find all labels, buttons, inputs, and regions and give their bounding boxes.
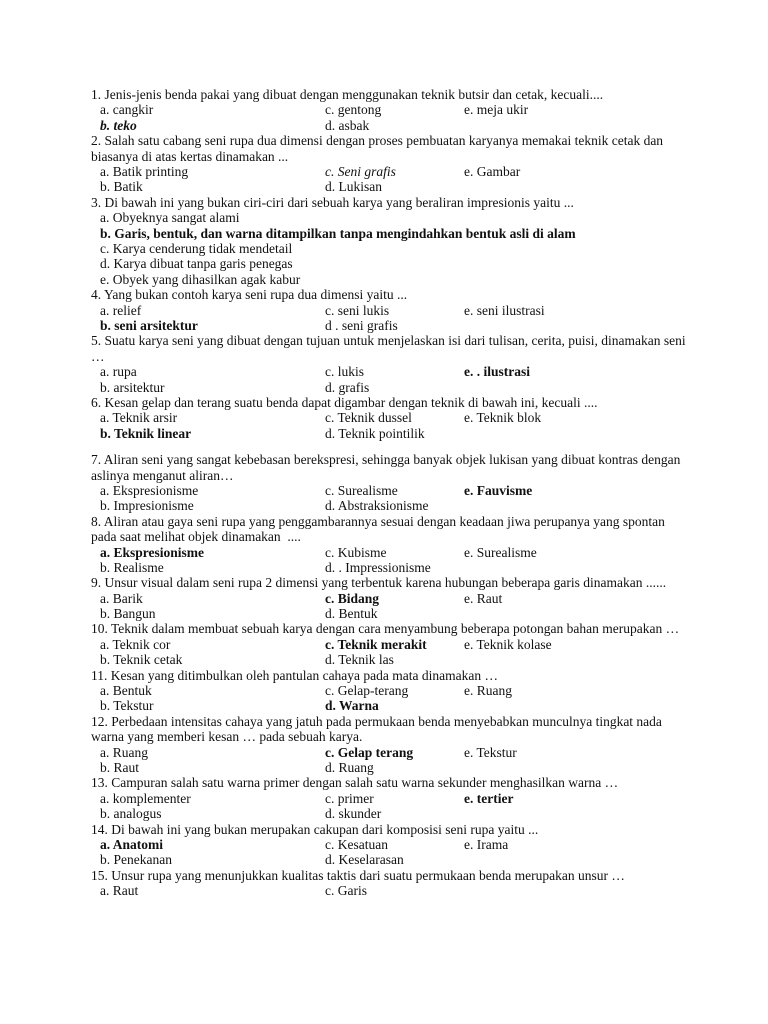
answer-option: c. Karya cenderung tidak mendetail: [100, 240, 293, 256]
option-row: [91, 241, 691, 256]
answer-option: c. Garis: [325, 883, 367, 899]
answer-option: c. Gelap terang: [325, 744, 414, 760]
question-text: 13. Campuran salah satu warna primer dengan salah satu warna sekunder menghasilkan warna …: [91, 775, 619, 791]
question-text: 12. Perbedaan intensitas cahaya yang jatuh pada permukaan benda menyebabkan munculnya tingkat nada warna yang memberi kesan … pada sebuah karya.: [91, 713, 666, 745]
question-text: 8. Aliran atau gaya seni rupa yang penggambarannya sesuai dengan keadaan jiwa perupanya yang spontan pada saat melihat objek dinamakan ....: [91, 513, 669, 545]
option-row: [91, 256, 691, 271]
option-row: [91, 837, 691, 852]
question-4: [91, 287, 691, 333]
answer-option: e. seni ilustrasi: [464, 302, 545, 318]
answer-option: d. Lukisan: [325, 179, 382, 195]
option-row: [91, 745, 691, 760]
question-5: [91, 333, 691, 395]
answer-option: e. Obyek yang dihasilkan agak kabur: [100, 271, 301, 287]
answer-option: b. Penekanan: [100, 852, 172, 868]
question-2: [91, 133, 691, 195]
option-row: [91, 118, 691, 133]
option-row: [91, 426, 691, 441]
answer-option: c. Teknik dussel: [325, 410, 412, 426]
option-row: [91, 591, 691, 606]
answer-option: d. . Impressionisme: [325, 559, 431, 575]
answer-option: b. Raut: [100, 760, 139, 776]
answer-option: c. gentong: [325, 102, 382, 118]
option-row: [91, 545, 691, 560]
option-row: [91, 791, 691, 806]
question-text: 1. Jenis-jenis benda pakai yang dibuat dengan menggunakan teknik butsir dan cetak, kecuali....: [91, 87, 604, 102]
answer-option: a. cangkir: [100, 102, 154, 118]
question-11: [91, 668, 691, 714]
question-13: [91, 775, 691, 821]
option-row: [91, 226, 691, 241]
answer-option: b. seni arsitektur: [100, 317, 198, 333]
answer-option: a. Bentuk: [100, 683, 152, 699]
answer-option: e. Irama: [464, 837, 509, 853]
question-text: 7. Aliran seni yang sangat kebebasan berekspresi, sehingga banyak objek lukisan yang dibuat kontras dengan aslinya menganut aliran…: [91, 452, 684, 483]
answer-option: e. Raut: [464, 590, 503, 606]
answer-option: a. Obyeknya sangat alami: [100, 210, 240, 226]
answer-option: d. Teknik las: [325, 652, 394, 668]
answer-option: d. Bentuk: [325, 606, 378, 622]
answer-option: e. Fauvisme: [464, 482, 533, 498]
answer-option: b. teko: [100, 117, 137, 133]
question-8: [91, 514, 691, 576]
answer-option: a. Anatomi: [100, 837, 164, 853]
answer-option: b. Teknik cetak: [100, 652, 183, 668]
answer-option: e. Ruang: [464, 683, 512, 699]
answer-option: a. Batik printing: [100, 164, 189, 179]
option-row: [91, 164, 691, 179]
answer-option: b. Impresionisme: [100, 498, 194, 514]
option-row: [91, 637, 691, 652]
answer-option: d. grafis: [325, 379, 370, 395]
answer-option: b. Batik: [100, 179, 143, 195]
question-text: 5. Suatu karya seni yang dibuat dengan tujuan untuk menjelaskan isi dari tulisan, cerita, puisi, dinamakan seni …: [91, 333, 689, 364]
answer-option: b. arsitektur: [100, 379, 165, 395]
answer-option: a. Raut: [100, 883, 139, 899]
answer-option: b. Garis, bentuk, dan warna ditampilkan tanpa mengindahkan bentuk asli di alam: [100, 225, 576, 241]
question-text: 15. Unsur rupa yang menunjukkan kualitas taktis dari suatu permukaan benda merupakan unsur …: [91, 867, 625, 883]
answer-option: e. Tekstur: [464, 744, 517, 760]
question-15: [91, 868, 691, 899]
option-row: [91, 102, 691, 117]
option-row: [91, 560, 691, 575]
answer-option: d. Warna: [325, 698, 379, 714]
answer-option: b. Tekstur: [100, 698, 154, 714]
answer-option: c. Kubisme: [325, 544, 387, 560]
answer-option: e. Surealisme: [464, 544, 537, 560]
answer-option: e. Teknik blok: [464, 410, 542, 426]
question-7: [91, 452, 691, 514]
answer-option: a. relief: [100, 302, 142, 318]
question-text: 14. Di bawah ini yang bukan merupakan cakupan dari komposisi seni rupa yaitu ...: [91, 821, 539, 837]
option-row: [91, 698, 691, 713]
question-list: [91, 87, 691, 899]
question-10: [91, 621, 691, 667]
answer-option: b. Bangun: [100, 606, 156, 622]
option-row: [91, 652, 691, 667]
answer-option: a. Barik: [100, 590, 143, 606]
option-row: [91, 364, 691, 379]
answer-option: d. asbak: [325, 117, 370, 133]
answer-option: b. Realisme: [100, 559, 164, 575]
question-14: [91, 822, 691, 868]
answer-option: c. Gelap-terang: [325, 683, 409, 699]
option-row: [91, 318, 691, 333]
answer-option: d. Ruang: [325, 760, 374, 776]
answer-option: c. seni lukis: [325, 302, 390, 318]
question-text: 9. Unsur visual dalam seni rupa 2 dimensi yang terbentuk karena hubungan beberapa garis dinamakan ......: [91, 575, 667, 591]
option-row: [91, 606, 691, 621]
answer-option: e. Teknik kolase: [464, 636, 552, 652]
option-row: [91, 883, 691, 898]
option-row: [91, 760, 691, 775]
answer-option: d. Keselarasan: [325, 852, 404, 868]
option-row: [91, 852, 691, 867]
option-row: [91, 272, 691, 287]
answer-option: c. Bidang: [325, 590, 380, 606]
option-row: [91, 179, 691, 194]
question-9: [91, 575, 691, 621]
answer-option: b. Teknik linear: [100, 425, 192, 441]
answer-option: e. tertier: [464, 790, 514, 806]
answer-option: a. Teknik cor: [100, 636, 171, 652]
option-row: [91, 806, 691, 821]
answer-option: e. . ilustrasi: [464, 364, 530, 380]
question-text: 11. Kesan yang ditimbulkan oleh pantulan cahaya pada mata dinamakan …: [91, 667, 498, 683]
question-text: 4. Yang bukan contoh karya seni rupa dua dimensi yaitu ...: [91, 287, 408, 303]
answer-option: c. Kesatuan: [325, 837, 388, 853]
answer-option: c. Teknik merakit: [325, 636, 427, 652]
answer-option: a. Teknik arsir: [100, 410, 178, 426]
answer-option: d. skunder: [325, 806, 382, 822]
option-row: [91, 683, 691, 698]
option-row: [91, 498, 691, 513]
answer-option: d . seni grafis: [325, 317, 398, 333]
question-text: 3. Di bawah ini yang bukan ciri-ciri dari sebuah karya yang beraliran impresionis yaitu ...: [91, 194, 574, 210]
question-3: [91, 195, 691, 287]
answer-option: c. lukis: [325, 364, 364, 380]
answer-option: e. Gambar: [464, 164, 521, 179]
answer-option: a. Ekspresionisme: [100, 482, 199, 498]
answer-option: d. Karya dibuat tanpa garis penegas: [100, 256, 293, 272]
answer-option: a. komplementer: [100, 790, 191, 806]
answer-option: c. Surealisme: [325, 482, 398, 498]
answer-option: b. analogus: [100, 806, 162, 822]
answer-option: d. Abstraksionisme: [325, 498, 429, 514]
answer-option: a. Ruang: [100, 744, 148, 760]
spacer: [91, 441, 691, 452]
question-text: 10. Teknik dalam membuat sebuah karya dengan cara menyambung beberapa potongan bahan merupakan …: [91, 621, 680, 637]
option-row: [91, 210, 691, 225]
answer-option: a. Ekspresionisme: [100, 544, 205, 560]
question-text: 2. Salah satu cabang seni rupa dua dimensi dengan proses pembuatan karyanya memakai teknik cetak dan biasanya di atas kertas dinamakan ...: [91, 133, 667, 164]
option-row: [91, 483, 691, 498]
answer-option: d. Teknik pointilik: [325, 425, 425, 441]
question-1: [91, 87, 691, 133]
answer-option: e. meja ukir: [464, 102, 529, 118]
answer-option: a. rupa: [100, 364, 137, 380]
answer-option: c. primer: [325, 790, 374, 806]
option-row: [91, 380, 691, 395]
option-row: [91, 303, 691, 318]
question-12: [91, 714, 691, 776]
question-6: [91, 395, 691, 441]
option-row: [91, 410, 691, 425]
question-text: 6. Kesan gelap dan terang suatu benda dapat digambar dengan teknik di bawah ini, kecuali ....: [91, 394, 598, 410]
answer-option: c. Seni grafis: [325, 164, 396, 179]
